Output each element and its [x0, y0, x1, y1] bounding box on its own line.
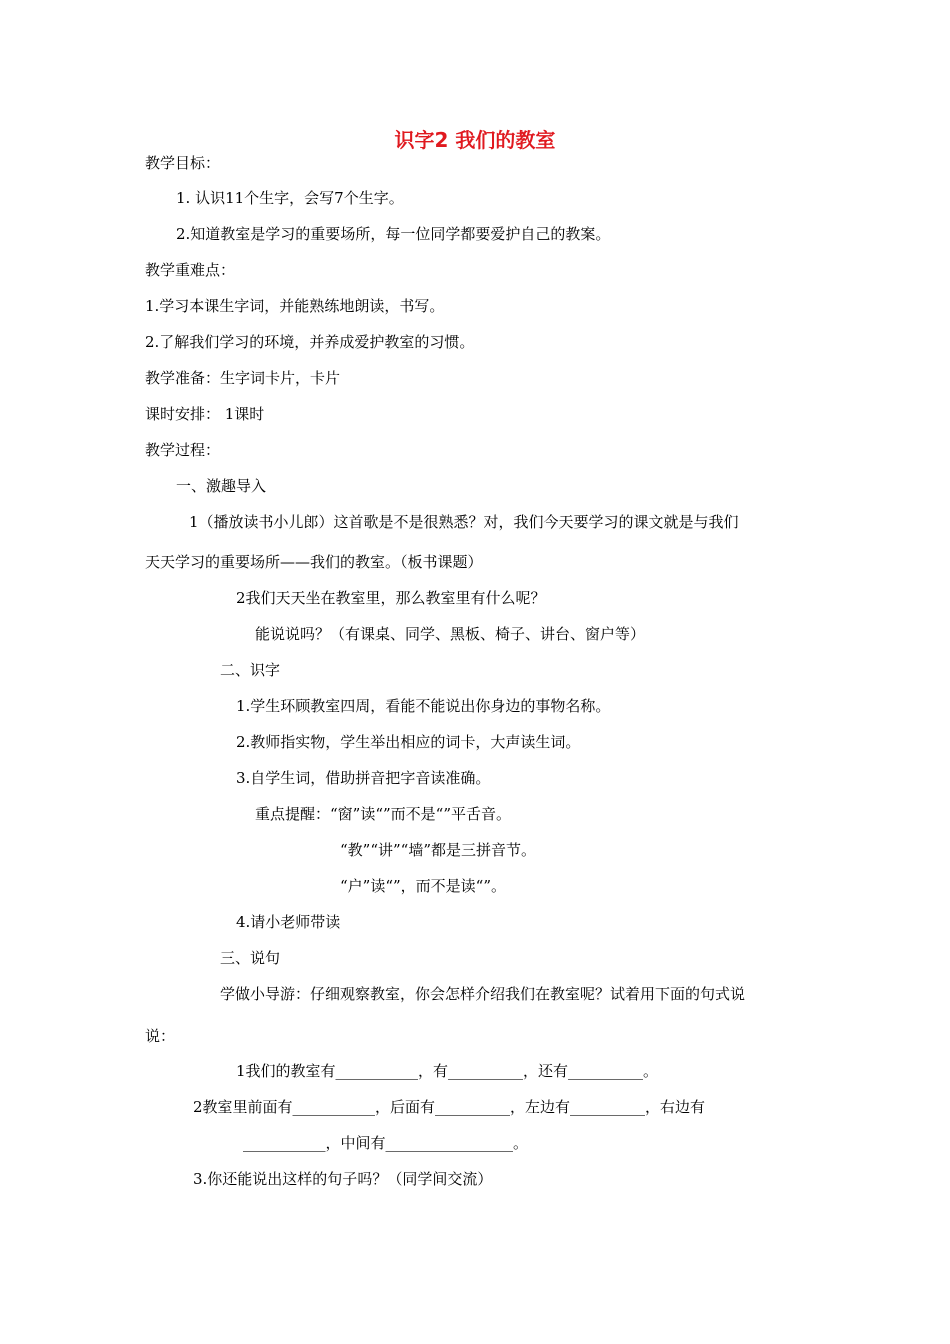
text-line: 2教室里前面有___________，后面有__________，左边有__________，右边有: [193, 1098, 706, 1116]
text-line: 3.自学生词，借助拼音把字音读准确。: [236, 769, 491, 787]
text-line: 2.知道教室是学习的重要场所，每一位同学都要爱护自己的教案。: [176, 225, 611, 243]
section-heading: 三、说句: [220, 949, 281, 967]
text-line: ___________，中间有_________________。: [243, 1134, 529, 1152]
text-line: 1.学生环顾教室四周，看能不能说出你身边的事物名称。: [236, 697, 611, 715]
text-line: 教学过程：: [145, 441, 221, 459]
text-line: 3.你还能说出这样的句子吗？（同学间交流）: [193, 1170, 493, 1188]
text-line: 重点提醒：“窗”读“”而不是“”平舌音。: [255, 805, 512, 823]
text-line: 1我们的教室有___________，有__________，还有__________。: [236, 1062, 659, 1080]
text-line: 教学目标：: [145, 154, 221, 172]
text-line: 课时安排： 1课时: [145, 405, 265, 423]
text-line: 能说说吗？（有课桌、同学、黑板、椅子、讲台、窗户等）: [255, 625, 646, 643]
text-line: 1（播放读书小儿郎）这首歌是不是很熟悉？对，我们今天要学习的课文就是与我们: [189, 513, 739, 531]
text-line: 1. 认识11个生字，会写7个生字。: [176, 189, 404, 207]
section-heading: 一、激趣导入: [176, 477, 267, 495]
text-line: 天天学习的重要场所——我们的教室。（板书课题）: [145, 553, 483, 571]
text-line: 说：: [145, 1027, 176, 1045]
text-line: “教”“讲”“墙”都是三拼音节。: [340, 841, 537, 859]
text-line: 4.请小老师带读: [236, 913, 341, 931]
text-line: 2.了解我们学习的环境，并养成爱护教室的习惯。: [145, 333, 475, 351]
page-title: 识字2 我们的教室: [394, 128, 556, 152]
section-heading: 二、识字: [220, 661, 281, 679]
text-line: 教学重难点：: [145, 261, 236, 279]
text-line: “户”读“”，而不是读“”。: [340, 877, 507, 895]
text-line: 2我们天天坐在教室里，那么教室里有什么呢？: [236, 589, 546, 607]
text-line: 学做小导游：仔细观察教室，你会怎样介绍我们在教室呢？试着用下面的句式说: [220, 985, 746, 1003]
text-line: 教学准备：生字词卡片，卡片: [145, 369, 341, 387]
text-line: 1.学习本课生字词，并能熟练地朗读，书写。: [145, 297, 445, 315]
text-line: 2.教师指实物，学生举出相应的词卡，大声读生词。: [236, 733, 581, 751]
